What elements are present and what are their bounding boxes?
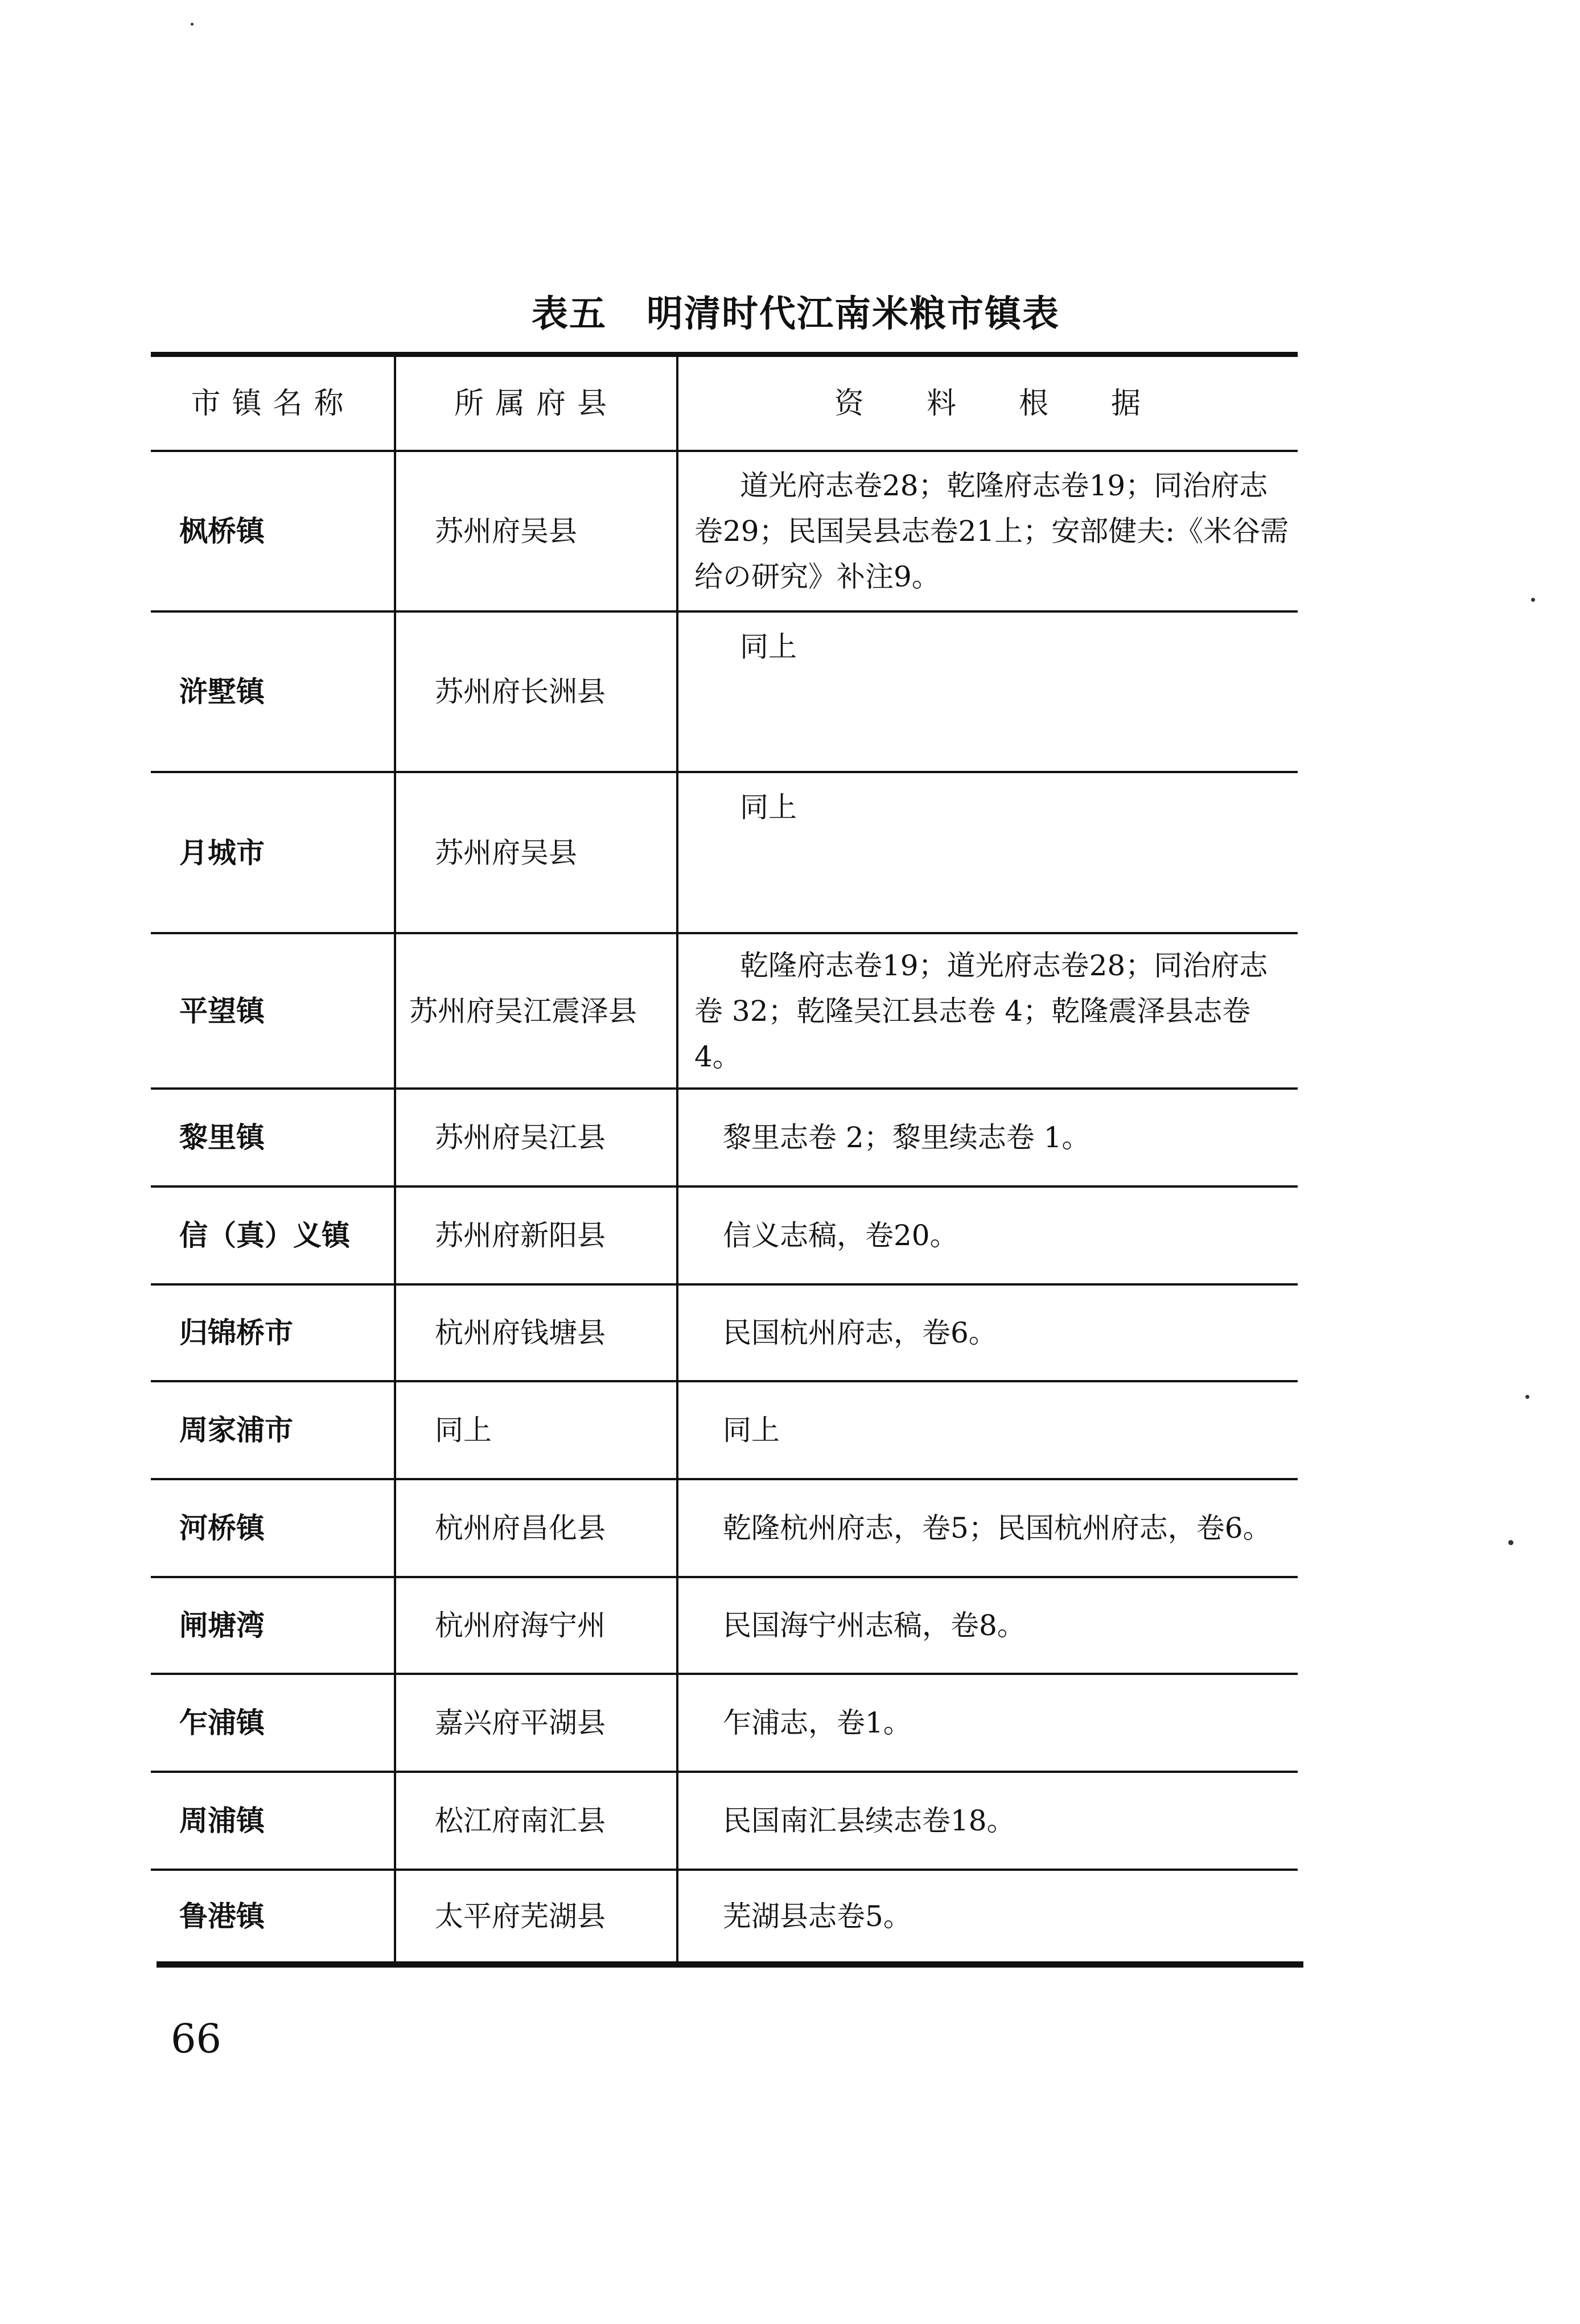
header-town-name: 市镇名称 [191, 386, 355, 421]
cell-town-name: 乍浦镇 [179, 1706, 265, 1739]
cell-source: 民国南汇县续志卷18。 [723, 1804, 1015, 1837]
cell-town-name: 归锦桥市 [179, 1316, 293, 1349]
cell-source: 道光府志卷28；乾隆府志卷19；同治府志卷29；民国吴县志卷21上；安部健夫:《米谷需给の研究》补注9。 [694, 469, 1289, 593]
cell-source: 同上 [740, 791, 797, 824]
cell-town-name: 平望镇 [179, 994, 265, 1028]
cell-town-name: 河桥镇 [179, 1512, 265, 1545]
cell-prefecture: 苏州府新阳县 [435, 1219, 606, 1252]
cell-source: 信义志稿，卷20。 [723, 1219, 958, 1252]
table-number: 表五 [532, 293, 607, 335]
header-source: 资料根据 [834, 386, 1203, 421]
cell-source: 同上 [723, 1414, 780, 1447]
table-top-rule [151, 352, 1298, 357]
cell-prefecture: 苏州府吴江震泽县 [409, 994, 637, 1028]
cell-prefecture: 苏州府长洲县 [435, 675, 606, 708]
cell-source: 乍浦志，卷1。 [723, 1706, 912, 1739]
cell-prefecture: 太平府芜湖县 [435, 1899, 606, 1933]
cell-source: 乾隆府志卷19；道光府志卷28；同治府志卷 32；乾隆吴江县志卷 4；乾隆震泽县志卷 4。 [694, 949, 1268, 1073]
cell-town-name: 枫桥镇 [179, 515, 265, 548]
cell-prefecture: 嘉兴府平湖县 [435, 1706, 606, 1739]
scan-speck [1508, 1540, 1513, 1545]
cell-source: 民国海宁州志稿，卷8。 [723, 1609, 1026, 1642]
cell-town-name: 闸塘湾 [179, 1609, 265, 1642]
cell-town-name: 鲁港镇 [179, 1899, 265, 1933]
scan-speck [1531, 598, 1535, 602]
scan-speck [191, 23, 194, 26]
header-prefecture: 所属府县 [454, 386, 618, 421]
cell-town-name: 浒墅镇 [179, 675, 265, 708]
cell-prefecture: 同上 [435, 1414, 492, 1447]
table-caption: 明清时代江南米粮市镇表 [647, 293, 1060, 335]
cell-prefecture: 杭州府昌化县 [435, 1512, 606, 1545]
table-title [0, 285, 1580, 337]
cell-town-name: 月城市 [179, 836, 265, 869]
table-bottom-rule [157, 1961, 1303, 1968]
cell-prefecture: 杭州府海宁州 [435, 1609, 606, 1642]
cell-town-name: 黎里镇 [179, 1121, 265, 1154]
page-number: 66 [171, 2015, 222, 2062]
cell-source: 乾隆杭州府志，卷5；民国杭州府志，卷6。 [723, 1512, 1272, 1545]
cell-prefecture: 杭州府钱塘县 [435, 1316, 606, 1349]
cell-source: 同上 [740, 630, 797, 663]
cell-source: 民国杭州府志，卷6。 [723, 1316, 997, 1349]
cell-prefecture: 苏州府吴县 [435, 836, 577, 869]
cell-town-name: 信（真）义镇 [179, 1219, 350, 1252]
cell-source: 芜湖县志卷5。 [723, 1899, 912, 1933]
cell-source: 黎里志卷 2；黎里续志卷 1。 [723, 1121, 1091, 1154]
cell-prefecture: 苏州府吴江县 [435, 1121, 606, 1154]
cell-town-name: 周家浦市 [179, 1414, 293, 1447]
cell-prefecture: 苏州府吴县 [435, 515, 577, 548]
cell-town-name: 周浦镇 [179, 1804, 265, 1837]
scan-speck [1525, 1395, 1529, 1399]
cell-prefecture: 松江府南汇县 [435, 1804, 606, 1837]
